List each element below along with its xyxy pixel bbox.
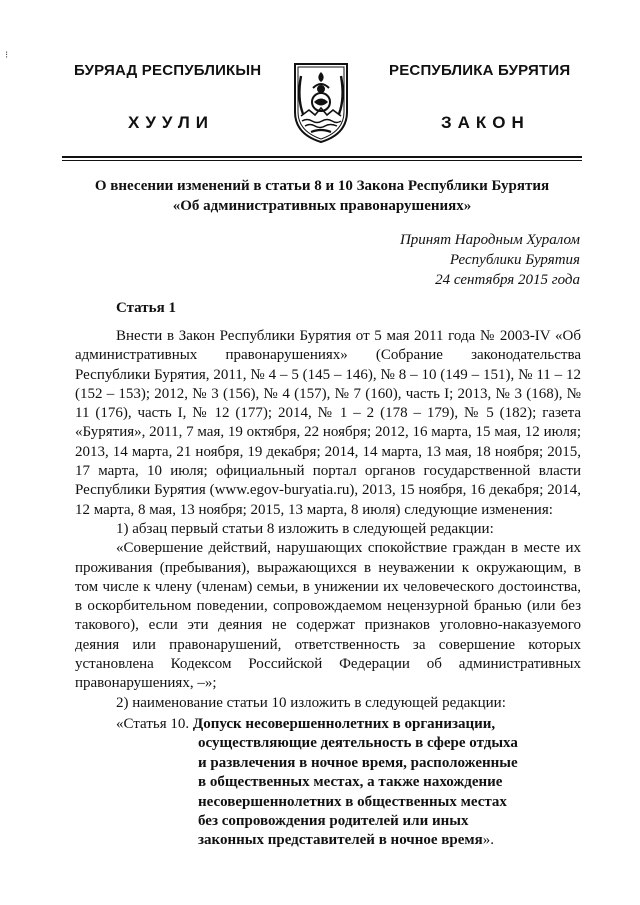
header-left-title: БУРЯАД РЕСПУБЛИКЫН [74, 62, 262, 79]
quote-title-line-7: законных представителей в ночное время [198, 832, 483, 849]
document-title [62, 176, 582, 216]
amendment-item-1-quote: «Совершение действий, нарушающих спокойствие граждан в месте их проживания (пребывания), выражающихся в неуважении к окружающим, в том числе к члену (членам) семьи, в унижении их человеческого достоинства, в оскорбительном поведении, сопровождаемом нецензурной бранью (или без такового), если эти деяния не содержат признаков уголовно-наказуемого деяния или правонарушений, ответственность за совершение которых установлена Кодексом Российской Федерации об административных правонарушениях, –»; [75, 540, 581, 692]
adoption-line1: Принят Народным Хуралом [399, 232, 580, 248]
scan-edge-mark: ⁝ [5, 50, 9, 61]
quote-title-line-1: Допуск несовершеннолетних в организации, [192, 716, 496, 732]
quote-title-line-3: и развлечения в ночное время, расположенные [198, 754, 518, 771]
quote-title-line-4: в общественных местах, а также нахождение [198, 774, 503, 791]
adoption-line3: 24 сентября 2015 года [435, 272, 580, 288]
quote-closing: ». [482, 832, 494, 849]
header-right-subtitle: ЗАКОН [441, 113, 530, 132]
coat-of-arms-icon [289, 58, 353, 146]
article-heading: Статья 1 [116, 300, 176, 316]
header-divider-thin [62, 160, 582, 161]
header-right-title: РЕСПУБЛИКА БУРЯТИЯ [389, 62, 571, 79]
document-title-line1: О внесении изменений в статьи 8 и 10 Закона Республики Бурятия [94, 178, 550, 194]
article-body [75, 327, 581, 713]
adoption-line2: Республики Бурятия [449, 252, 580, 268]
adoption-note [340, 230, 580, 290]
amendment-item-2: 2) наименование статьи 10 изложить в следующей редакции: [116, 694, 506, 711]
amendment-item-2-quote [116, 715, 586, 851]
header-divider-thick [62, 156, 582, 158]
article-intro-paragraph: Внести в Закон Республики Бурятия от 5 мая 2011 года № 2003-IV «Об административных правонарушениях» (Собрание законодательства Республики Бурятия, 2011, № 4 – 5 (145 – 146), № 8 – 10 (149 – 151), № 11 – 12 (152 – 153); 2012, № 3 (156), № 4 (157), № 7 (160), часть I; 2013, № 3 (168), № 11 (176), часть I, № 12 (177); 2014, № 1 – 2 (178 – 179), № 5 (182); газета «Бурятия», 2011, 7 мая, 19 октября, 22 ноября; 2012, 16 марта, 15 мая, 12 июля; 2013, 14 марта, 21 ноября, 19 декабря; 2014, 14 марта, 13 мая, 18 ноября; 2015, 17 марта, 10 июля; официальный портал органов государственной власти Республики Бурятия (www.egov-buryatia.ru), 2013, 15 ноября, 16 декабря; 2014, 12 марта, 8 мая, 13 ноября; 2015, 13 марта, 8 июля) следующие изменения: [75, 328, 581, 518]
quote-article-number: «Статья 10. [116, 716, 190, 732]
quote-title-line-6: без сопровождения родителей или иных [198, 813, 469, 830]
quote-title-line-2: осуществляющие деятельность в сфере отдыха [198, 735, 518, 752]
document-title-line2: «Об административных правонарушениях» [172, 198, 472, 214]
quote-title-line-5: несовершеннолетних в общественных местах [198, 793, 507, 810]
header-left-subtitle: ХУУЛИ [128, 113, 214, 132]
amendment-item-1: 1) абзац первый статьи 8 изложить в следующей редакции: [116, 520, 494, 537]
